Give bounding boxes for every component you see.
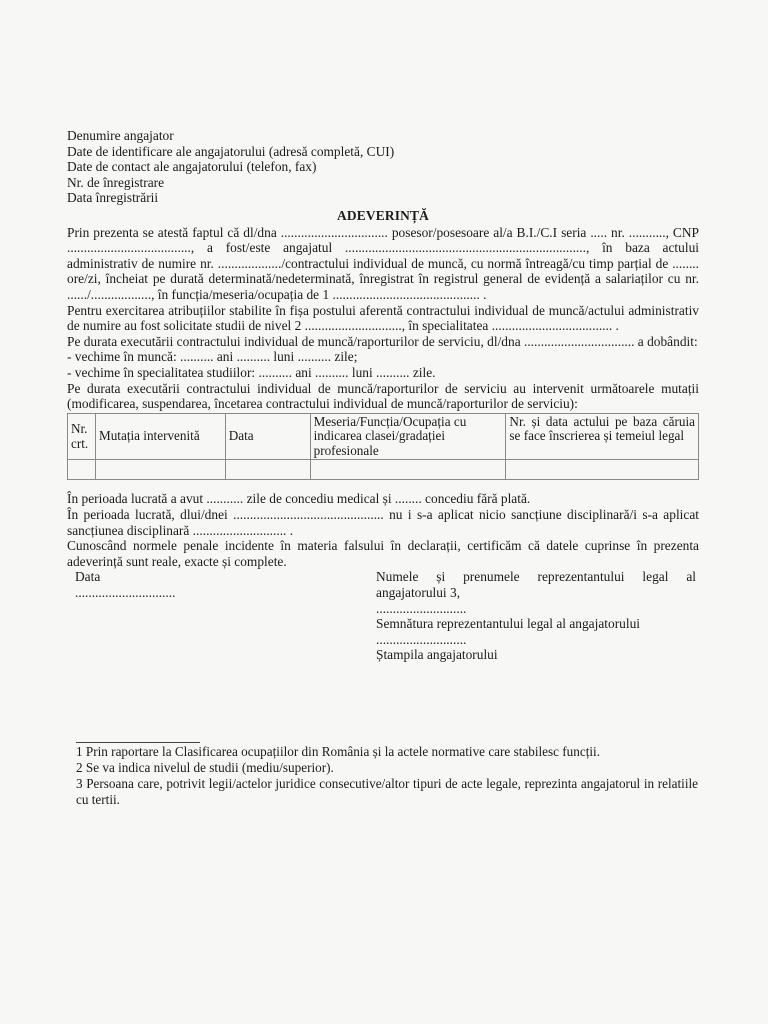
employer-id-line: Date de identificare ale angajatorului (adresă completă, CUI) bbox=[67, 143, 395, 159]
seniority-specialty-line: - vechime în specialitatea studiilor: .......... ani .......... luni .......... zile. bbox=[67, 364, 436, 380]
footnotes bbox=[76, 744, 698, 808]
mutations-table bbox=[67, 413, 699, 481]
footnote-2: 2 Se va indica nivelul de studii (mediu/superior). bbox=[76, 760, 334, 775]
header-mutation: Mutația intervenită bbox=[95, 413, 225, 460]
representative-signature-placeholder: ........................... bbox=[376, 631, 467, 647]
paragraph-studies-requirement: Pentru exercitarea atribuțiilor stabilite în fișa postului aferentă contractului individual de muncă/actului administrativ de numire au fost solicitate studii de nivel 2 ............................., în specialitatea .................................... . bbox=[67, 302, 699, 334]
paragraph-seniority-intro: Pe durata executării contractului individual de muncă/raporturilor de serviciu, dl/dna ................................. a dobândit: bbox=[67, 333, 698, 349]
table-cell bbox=[225, 460, 310, 480]
table-row bbox=[68, 460, 699, 480]
employer-contact-line: Date de contact ale angajatorului (telefon, fax) bbox=[67, 159, 317, 175]
table-header-row bbox=[68, 413, 699, 460]
paragraph-leave: În perioada lucrată a avut ........... zile de concediu medical și ........ concediu fără plată. bbox=[67, 491, 531, 507]
footnote-1: 1 Prin raportare la Clasificarea ocupațiilor din România și la actele normative care stabilesc funcții. bbox=[76, 744, 600, 759]
employer-header bbox=[67, 128, 699, 206]
document-body bbox=[67, 128, 699, 669]
registration-number-line: Nr. de înregistrare bbox=[67, 174, 165, 190]
registration-date-line: Data înregistrării bbox=[67, 190, 159, 206]
header-nr-crt: Nr. crt. bbox=[68, 413, 96, 460]
document-title: ADEVERINȚĂ bbox=[336, 207, 430, 223]
date-section bbox=[75, 569, 295, 600]
table-cell bbox=[68, 460, 96, 480]
table-cell bbox=[95, 460, 225, 480]
representative-name-label: Numele și prenumele reprezentantului legal al angajatorului 3, bbox=[376, 569, 696, 601]
header-occupation: Meseria/Funcția/Ocupația cu indicarea clasei/gradației profesionale bbox=[310, 413, 506, 460]
date-label: Data bbox=[75, 569, 101, 585]
table-cell bbox=[310, 460, 506, 480]
paragraph-certification: Cunoscând normele penale incidente în materia falsului în declarații, certificăm că datele cuprinse în prezenta adeverință sunt reale, exacte și complete. bbox=[67, 538, 699, 569]
footnote-divider bbox=[76, 742, 200, 743]
header-act-number: Nr. și data actului pe baza căruia se face înscrierea și temeiul legal bbox=[506, 413, 699, 460]
seniority-work-line: - vechime în muncă: .......... ani .......... luni .......... zile; bbox=[67, 349, 358, 365]
representative-signature-label: Semnătura reprezentantului legal al angajatorului bbox=[376, 616, 640, 632]
footnote-3: 3 Persoana care, potrivit legii/actelor juridice consecutive/altor tipuri de acte legale, reprezinta angajatorul in relatiile cu tertii. bbox=[76, 776, 698, 807]
date-placeholder: .............................. bbox=[75, 585, 176, 601]
representative-section bbox=[376, 569, 696, 663]
header-date: Data bbox=[225, 413, 310, 460]
paragraph-employee-attestation: Prin prezenta se atestă faptul că dl/dna ................................ posesor/posesoare al/a B.I./C.I seria ..... nr. ..........., CNP ....................................., a fost/este angajatul ........................................................................, în baza actului administrativ de numire nr. .................../contractului individual de muncă, cu normă întreagă/cu timp parțial de ........ ore/zi, încheiat pe durată determinată/nedeterminată, înregistrat în registrul general de evidență a salariaților cu nr. ....../.................., în funcția/meseria/ocupația de 1 ............................................ . bbox=[67, 224, 699, 302]
table-cell bbox=[506, 460, 699, 480]
signature-block bbox=[67, 569, 699, 669]
paragraph-sanctions: În perioada lucrată, dlui/dnei ............................................. nu i s-a aplicat nicio sancțiune disciplinară/i s-a aplicat sancțiunea disciplinară ............................ . bbox=[67, 507, 699, 538]
representative-name-placeholder: ........................... bbox=[376, 600, 467, 616]
employer-name-line: Denumire angajator bbox=[67, 128, 174, 143]
paragraph-mutations-intro: Pe durata executării contractului individual de muncă/raporturilor de serviciu au intervenit următoarele mutații (modificarea, suspendarea, încetarea contractului individual de muncă/raporturilor de serviciu): bbox=[67, 380, 699, 412]
stamp-label: Ștampila angajatorului bbox=[376, 647, 498, 663]
